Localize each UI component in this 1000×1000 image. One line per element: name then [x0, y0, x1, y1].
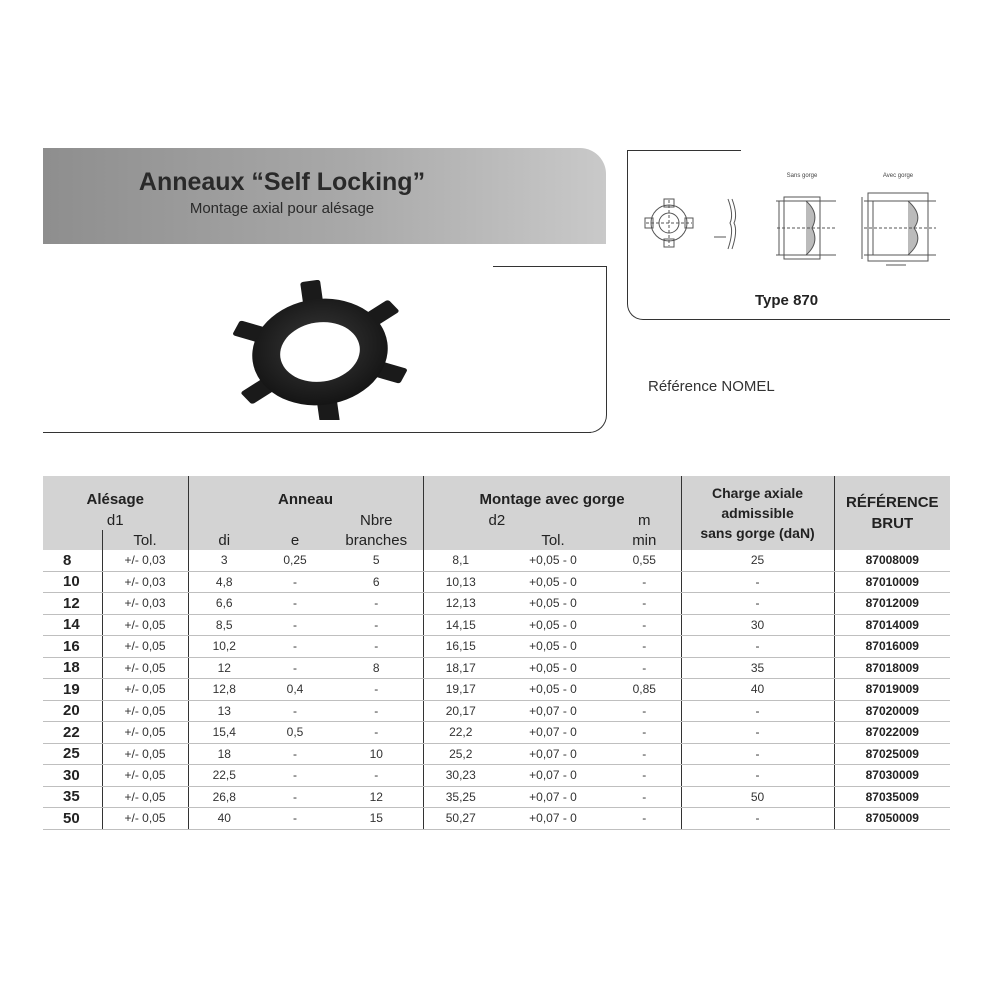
cell-tol2: +0,07 - 0 [498, 743, 608, 765]
cell-d1: 8 [43, 550, 102, 571]
cell-di: 12,8 [188, 679, 260, 701]
cell-m: - [608, 722, 681, 744]
cell-di: 12 [188, 657, 260, 679]
header-d2: d2 [423, 510, 608, 530]
cell-nbre: - [330, 765, 423, 787]
cell-tol: +/- 0,05 [102, 636, 188, 658]
cell-ref: 87014009 [834, 614, 950, 636]
header-d1: d1 [43, 510, 188, 530]
cell-ref: 87020009 [834, 700, 950, 722]
cell-charge: - [681, 808, 834, 830]
cell-e: - [260, 786, 330, 808]
header-tol2: Tol. [498, 530, 608, 550]
cell-tol: +/- 0,03 [102, 571, 188, 593]
product-photo [215, 280, 425, 420]
cell-ref: 87016009 [834, 636, 950, 658]
cell-nbre: 15 [330, 808, 423, 830]
cell-m: - [608, 593, 681, 615]
page-title: Anneaux “Self Locking” [138, 168, 426, 196]
cell-m: - [608, 571, 681, 593]
cell-tol: +/- 0,05 [102, 679, 188, 701]
cell-d1: 25 [43, 743, 102, 765]
cell-nbre: - [330, 722, 423, 744]
cell-tol2: +0,07 - 0 [498, 700, 608, 722]
cell-nbre: 10 [330, 743, 423, 765]
cell-nbre: - [330, 679, 423, 701]
frame-corner [493, 266, 607, 433]
table-row [43, 808, 950, 830]
cell-d2: 35,25 [423, 786, 498, 808]
cell-charge: - [681, 636, 834, 658]
cell-tol: +/- 0,03 [102, 593, 188, 615]
cell-m: - [608, 808, 681, 830]
cell-d2: 22,2 [423, 722, 498, 744]
header-branches: branches [330, 530, 423, 550]
table-row [43, 636, 950, 658]
table-row [43, 550, 950, 571]
cell-tol: +/- 0,05 [102, 765, 188, 787]
cell-e: 0,5 [260, 722, 330, 744]
cell-m: - [608, 765, 681, 787]
cell-d2: 20,17 [423, 700, 498, 722]
cell-di: 4,8 [188, 571, 260, 593]
cell-m: - [608, 743, 681, 765]
table-row [43, 765, 950, 787]
cell-d1: 30 [43, 765, 102, 787]
cell-di: 6,6 [188, 593, 260, 615]
cell-ref: 87012009 [834, 593, 950, 615]
cell-d2: 10,13 [423, 571, 498, 593]
header-charge [681, 476, 834, 550]
cell-d2: 16,15 [423, 636, 498, 658]
cell-d1: 22 [43, 722, 102, 744]
table-row [43, 786, 950, 808]
cell-ref: 87025009 [834, 743, 950, 765]
spec-table [43, 476, 950, 830]
cell-e: - [260, 808, 330, 830]
cell-charge: - [681, 765, 834, 787]
cell-charge: 30 [681, 614, 834, 636]
cell-ref: 87035009 [834, 786, 950, 808]
spec-table-wrapper [43, 476, 950, 830]
cell-tol2: +0,05 - 0 [498, 571, 608, 593]
cell-d1: 50 [43, 808, 102, 830]
cell-d1: 18 [43, 657, 102, 679]
cell-di: 26,8 [188, 786, 260, 808]
cell-d2: 12,13 [423, 593, 498, 615]
cell-d1: 10 [43, 571, 102, 593]
cell-d2: 25,2 [423, 743, 498, 765]
cell-tol2: +0,07 - 0 [498, 786, 608, 808]
cell-m: 0,85 [608, 679, 681, 701]
table-row [43, 700, 950, 722]
cell-e: 0,25 [260, 550, 330, 571]
cell-di: 40 [188, 808, 260, 830]
frame-bottom-line [43, 432, 591, 433]
technical-drawing [636, 165, 946, 280]
header-charge-line2: admissible [721, 505, 794, 521]
cell-tol2: +0,07 - 0 [498, 765, 608, 787]
cell-ref: 87022009 [834, 722, 950, 744]
label-sans-gorge: Sans gorge [786, 173, 818, 179]
cell-tol2: +0,07 - 0 [498, 722, 608, 744]
cell-nbre: - [330, 593, 423, 615]
cell-nbre: 8 [330, 657, 423, 679]
cell-m: - [608, 700, 681, 722]
cell-tol: +/- 0,05 [102, 722, 188, 744]
cell-nbre: - [330, 700, 423, 722]
cell-ref: 87018009 [834, 657, 950, 679]
header-m: m [608, 510, 681, 530]
cell-d1: 35 [43, 786, 102, 808]
cell-charge: - [681, 700, 834, 722]
cell-d1: 19 [43, 679, 102, 701]
cell-charge: 35 [681, 657, 834, 679]
cell-charge: 50 [681, 786, 834, 808]
spec-table-body [43, 550, 950, 829]
table-row [43, 722, 950, 744]
cell-m: 0,55 [608, 550, 681, 571]
cell-tol: +/- 0,05 [102, 657, 188, 679]
cell-charge: - [681, 571, 834, 593]
header-di: di [188, 530, 260, 550]
cell-nbre: 12 [330, 786, 423, 808]
cell-m: - [608, 786, 681, 808]
cell-tol2: +0,05 - 0 [498, 550, 608, 571]
table-row [43, 614, 950, 636]
cell-nbre: - [330, 614, 423, 636]
cell-di: 18 [188, 743, 260, 765]
header-tol: Tol. [102, 530, 188, 550]
reference-label: Référence NOMEL [648, 378, 775, 395]
cell-tol2: +0,05 - 0 [498, 593, 608, 615]
cell-charge: - [681, 593, 834, 615]
cell-nbre: - [330, 636, 423, 658]
cell-e: - [260, 700, 330, 722]
cell-di: 22,5 [188, 765, 260, 787]
cell-d1: 12 [43, 593, 102, 615]
header-nbre: Nbre [330, 510, 423, 530]
table-row [43, 743, 950, 765]
cell-nbre: 5 [330, 550, 423, 571]
cell-d2: 8,1 [423, 550, 498, 571]
cell-nbre: 6 [330, 571, 423, 593]
cell-m: - [608, 614, 681, 636]
table-row [43, 593, 950, 615]
cell-di: 15,4 [188, 722, 260, 744]
header-e: e [260, 530, 330, 550]
header-alesage: Alésage [43, 476, 188, 510]
cell-charge: 40 [681, 679, 834, 701]
cell-ref: 87010009 [834, 571, 950, 593]
cell-e: - [260, 657, 330, 679]
table-row [43, 657, 950, 679]
header-montage: Montage avec gorge [423, 476, 681, 510]
cell-e: - [260, 571, 330, 593]
cell-tol: +/- 0,05 [102, 614, 188, 636]
cell-e: - [260, 743, 330, 765]
cell-e: - [260, 614, 330, 636]
type-label: Type 870 [755, 292, 819, 309]
cell-tol: +/- 0,05 [102, 786, 188, 808]
cell-tol2: +0,05 - 0 [498, 657, 608, 679]
cell-di: 13 [188, 700, 260, 722]
header-charge-line1: Charge axiale [712, 485, 804, 501]
header-band [43, 148, 606, 244]
cell-d1: 20 [43, 700, 102, 722]
table-row [43, 679, 950, 701]
cell-tol: +/- 0,03 [102, 550, 188, 571]
cell-tol: +/- 0,05 [102, 808, 188, 830]
cell-tol2: +0,07 - 0 [498, 808, 608, 830]
cell-e: - [260, 765, 330, 787]
cell-e: 0,4 [260, 679, 330, 701]
cell-tol2: +0,05 - 0 [498, 614, 608, 636]
header-min: min [608, 530, 681, 550]
cell-di: 3 [188, 550, 260, 571]
cell-ref: 87050009 [834, 808, 950, 830]
cell-ref: 87008009 [834, 550, 950, 571]
cell-tol: +/- 0,05 [102, 700, 188, 722]
cell-ref: 87019009 [834, 679, 950, 701]
cell-d2: 18,17 [423, 657, 498, 679]
cell-m: - [608, 636, 681, 658]
cell-di: 10,2 [188, 636, 260, 658]
cell-e: - [260, 636, 330, 658]
cell-charge: - [681, 743, 834, 765]
cell-d2: 30,23 [423, 765, 498, 787]
cell-d2: 14,15 [423, 614, 498, 636]
header-anneau: Anneau [188, 476, 423, 510]
cell-tol: +/- 0,05 [102, 743, 188, 765]
cell-d2: 19,17 [423, 679, 498, 701]
cell-charge: - [681, 722, 834, 744]
cell-d1: 14 [43, 614, 102, 636]
page-subtitle: Montage axial pour alésage [189, 200, 375, 217]
header-reference [834, 476, 950, 550]
cell-charge: 25 [681, 550, 834, 571]
cell-di: 8,5 [188, 614, 260, 636]
label-avec-gorge: Avec gorge [882, 173, 914, 179]
header-reference-line2: BRUT [871, 515, 914, 532]
cell-d2: 50,27 [423, 808, 498, 830]
cell-d1: 16 [43, 636, 102, 658]
header-reference-line1: RÉFÉRENCE [846, 494, 939, 511]
cell-ref: 87030009 [834, 765, 950, 787]
header-charge-line3: sans gorge (daN) [700, 525, 815, 541]
table-row [43, 571, 950, 593]
cell-m: - [608, 657, 681, 679]
cell-tol2: +0,05 - 0 [498, 679, 608, 701]
cell-e: - [260, 593, 330, 615]
cell-tol2: +0,05 - 0 [498, 636, 608, 658]
